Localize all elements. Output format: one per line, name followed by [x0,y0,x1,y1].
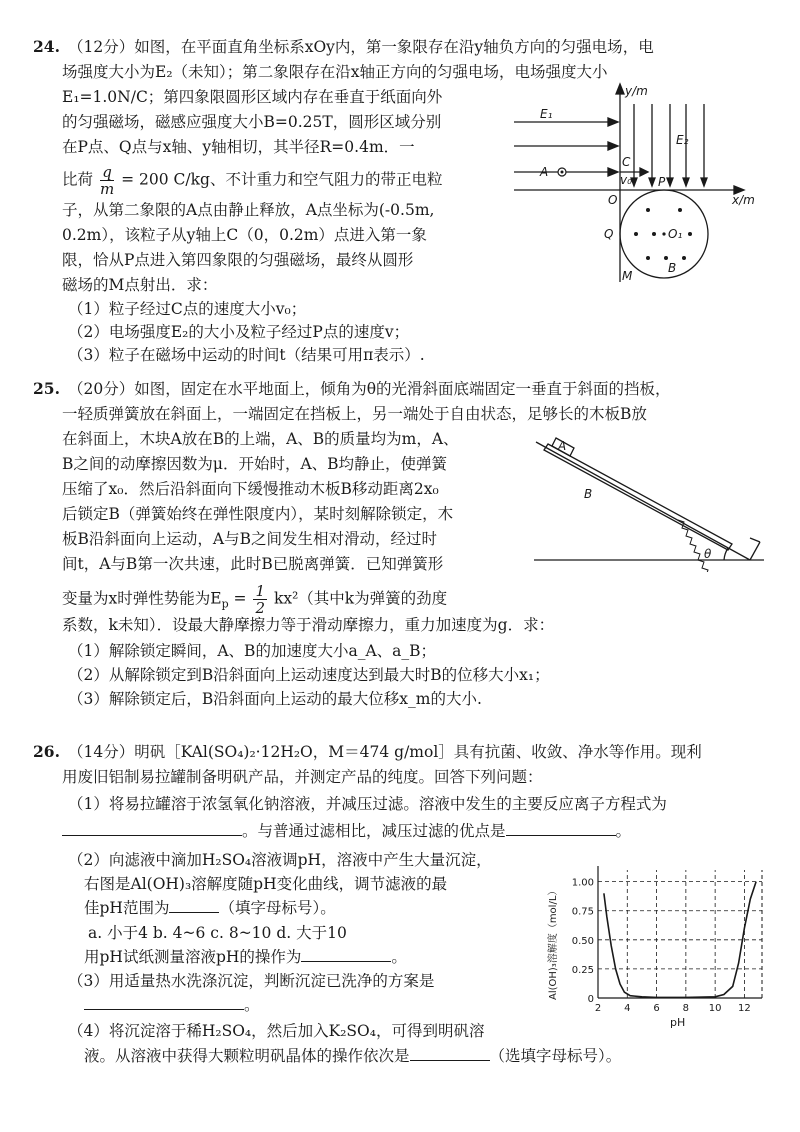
q24-charge-num: q [100,164,114,181]
chart-y-tick-label: 1.00 [571,877,594,889]
chart-y-tick-label: 0 [587,994,594,1005]
q26-p1c: 。 [615,822,632,840]
q24-charge-fraction [100,164,114,197]
q26-p2-line-3 [84,897,336,919]
chart-x-tick-label: 6 [653,1003,660,1014]
q25-line-5: 压缩了x₀．然后沿斜面向下缓慢推动木板B移动距离2x₀ [62,480,439,498]
q24-fig-c: C [622,155,631,169]
q25-line-3: 在斜面上，木块A放在B的上端，A、B的质量均为m，A、 [62,430,459,448]
q25-question-3: （3）解除锁定后，B沿斜面向上运动的最大位移x_m的大小. [68,690,482,708]
q24-fig-e2: E₂ [676,133,689,147]
q26-number: 26. [33,742,60,761]
chart-y-tick-label: 0.75 [571,906,594,918]
q24-line-9: 磁场的M点射出．求： [62,276,218,294]
q25-line-2: 一轻质弹簧放在斜面上，一端固定在挡板上，另一端处于自由状态，足够长的木板B放 [62,405,647,423]
q25-energy-prefix: 变量为x时弹性势能为E [62,589,222,608]
q24-fig-o: O [608,193,618,207]
q26-p4b-pre: 液。从溶液中获得大颗粒明矾晶体的操作依次是 [84,1047,410,1065]
q26-line-2: 用废旧铝制易拉罐制备明矾产品，并测定产品的纯度。回答下列问题： [62,768,543,786]
q26-answer-blank-2[interactable] [506,821,616,836]
q24-line-5: 在P点、Q点与x轴、y轴相切，其半径R=0.4m．一 [62,138,415,156]
q26-p1a: （1）将易拉罐溶于浓氢氧化钠溶液，并减压过滤。溶液中发生的主要反应离子方程式为 [68,795,667,813]
q26-answer-blank-5[interactable] [84,995,244,1010]
q24-number: 24. [33,37,60,56]
q26-p1b-line [62,820,631,842]
q26-answer-blank-4[interactable] [301,947,391,962]
q26-p4b-line [84,1045,621,1067]
q26-line-1: （14分）明矾［KAl(SO₄)₂·12H₂O，M＝474 g/mol］具有抗菌、收敛、净水等作用。现利 [68,743,702,761]
q26-p2e-post: 。 [391,948,407,966]
chart-x-tick-label: 12 [738,1003,751,1014]
q24-line-4: 的匀强磁场，磁感应强度大小B=0.25T，圆形区域分别 [62,113,442,131]
chart-y-tick-label: 0.50 [571,935,594,947]
q26-p4b-post: （选填字母标号）。 [489,1047,622,1065]
chart-y-tick-label: 0.25 [571,964,594,976]
q25-line-7: 板B沿斜面向上运动，A与B之间发生相对滑动，经过时 [62,530,437,548]
q24-question-3: （3）粒子在磁场中运动的时间t（结果可用π表示）. [68,346,425,364]
q24-line-1: （12分）如图，在平面直角坐标系xOy内，第一象限存在沿y轴负方向的匀强电场，电 [68,38,654,56]
q24-charge-suffix: = 200 C/kg、不计重力和空气阻力的带正电粒 [121,170,443,189]
q24-charge-prefix: 比荷 [62,170,94,189]
q25-energy-fraction [253,583,267,616]
q24-line-8: 限，恰从P点进入第四象限的匀强磁场，最终从圆形 [62,251,414,269]
q26-answer-blank-3[interactable] [169,898,219,913]
q26-p2-line-1: （2）向滤液中滴加H₂SO₄溶液调pH，溶液中产生大量沉淀， [68,851,492,869]
q26-p2-line-2: 右图是Al(OH)₃溶解度随pH变化曲线，调节滤液的最 [84,875,448,893]
q25-energy-sub: p [221,597,229,611]
q24-fig-x-label: x/m [732,193,755,207]
q26-answer-blank-1[interactable] [62,821,242,836]
q24-question-2: （2）电场强度E₂的大小及粒子经过P点的速度v； [68,323,410,341]
q24-fig-b: B [668,261,677,275]
q25-line-end: 系数，k未知）．设最大静摩擦力等于滑动摩擦力，重力加速度为g．求： [62,616,555,634]
q24-line-7: 0.2m），该粒子从y轴上C（0，0.2m）点进入第一象 [62,226,427,244]
q25-line-8: 间t，A与B第一次共速，此时B已脱离弹簧．已知弹簧形 [62,555,444,573]
chart-x-tick-label: 8 [682,1003,690,1014]
q25-question-1: （1）解除锁定瞬间，A、B的加速度大小a_A、a_B； [68,642,437,660]
q24-fig-q: Q [604,227,614,241]
q25-incline-diagram [528,432,768,572]
q24-charge-den: m [99,180,115,198]
q26-options: a. 小于4 b. 4~6 c. 8~10 d. 大于10 [88,924,347,942]
q26-p3b-line [84,994,260,1016]
q26-p2-line-5 [84,946,407,968]
q25-line-6: 后锁定B（弹簧始终在弹性限度内），某时刻解除锁定，木 [62,505,454,523]
q25-fig-theta: θ [704,547,712,561]
q25-energy-suffix: kx²（其中k为弹簧的劲度 [273,589,448,608]
q24-fig-o1: O₁ [668,227,683,241]
chart-x-tick-label: 4 [624,1003,631,1014]
q26-p3b: 。 [244,996,260,1014]
q25-line-1: （20分）如图，固定在水平地面上，倾角为θ的光滑斜面底端固定一垂直于斜面的挡板， [68,380,671,398]
q25-energy-mid: = [228,589,252,608]
q26-answer-blank-6[interactable] [410,1046,490,1061]
chart-x-tick-label: 10 [708,1003,722,1014]
q24-fig-y-label: y/m [625,84,648,98]
q26-p2c-post: （填字母标号）。 [219,899,336,917]
q25-fig-b: B [584,487,593,501]
q25-energy-num: 1 [255,582,265,600]
q24-charge-line [62,164,442,197]
q24-line-6: 子，从第二象限的A点由静止释放，A点坐标为(-0.5m, [62,201,435,219]
q26-p2c-pre: 佳pH范围为 [84,899,170,917]
solubility-chart [540,858,772,1030]
q24-field-diagram [508,82,768,294]
q25-fig-a: A [558,439,567,453]
q26-p1b: 。与普通过滤相比，减压过滤的优点是 [242,822,506,840]
q26-p4a: （4）将沉淀溶于稀H₂SO₄，然后加入K₂SO₄，可得到明矾溶 [68,1022,485,1040]
q24-fig-p: P [658,175,666,189]
q24-fig-e1: E₁ [540,107,553,121]
q24-fig-m: M [622,269,633,283]
q25-energy-line [62,583,447,616]
q25-question-2: （2）从解除锁定到B沿斜面向上运动速度达到最大时B的位移大小x₁； [68,666,550,684]
q25-line-4: B之间的动摩擦因数为μ．开始时，A、B均静止，使弹簧 [62,455,448,473]
chart-y-label: Al(OH)₃溶解度（mol/L） [548,885,559,1000]
q24-fig-v0: v₀ [620,173,632,187]
q25-energy-den: 2 [255,599,265,617]
chart-x-tick-label: 2 [594,1003,602,1014]
q25-number: 25. [33,379,60,398]
q24-fig-a: A [540,165,549,179]
q26-p2e-pre: 用pH试纸测量溶液pH的操作为 [84,948,302,966]
q26-p3a: （3）用适量热水洗涤沉淀，判断沉淀已洗净的方案是 [68,972,435,990]
q24-line-3: E₁=1.0N/C；第四象限圆形区域内存在垂直于纸面向外 [62,88,443,106]
chart-x-label: pH [670,1016,686,1029]
q24-line-2: 场强度大小为E₂（未知）；第二象限存在沿x轴正方向的匀强电场，电场强度大小 [62,63,608,81]
q24-question-1: （1）粒子经过C点的速度大小v₀； [68,300,307,318]
